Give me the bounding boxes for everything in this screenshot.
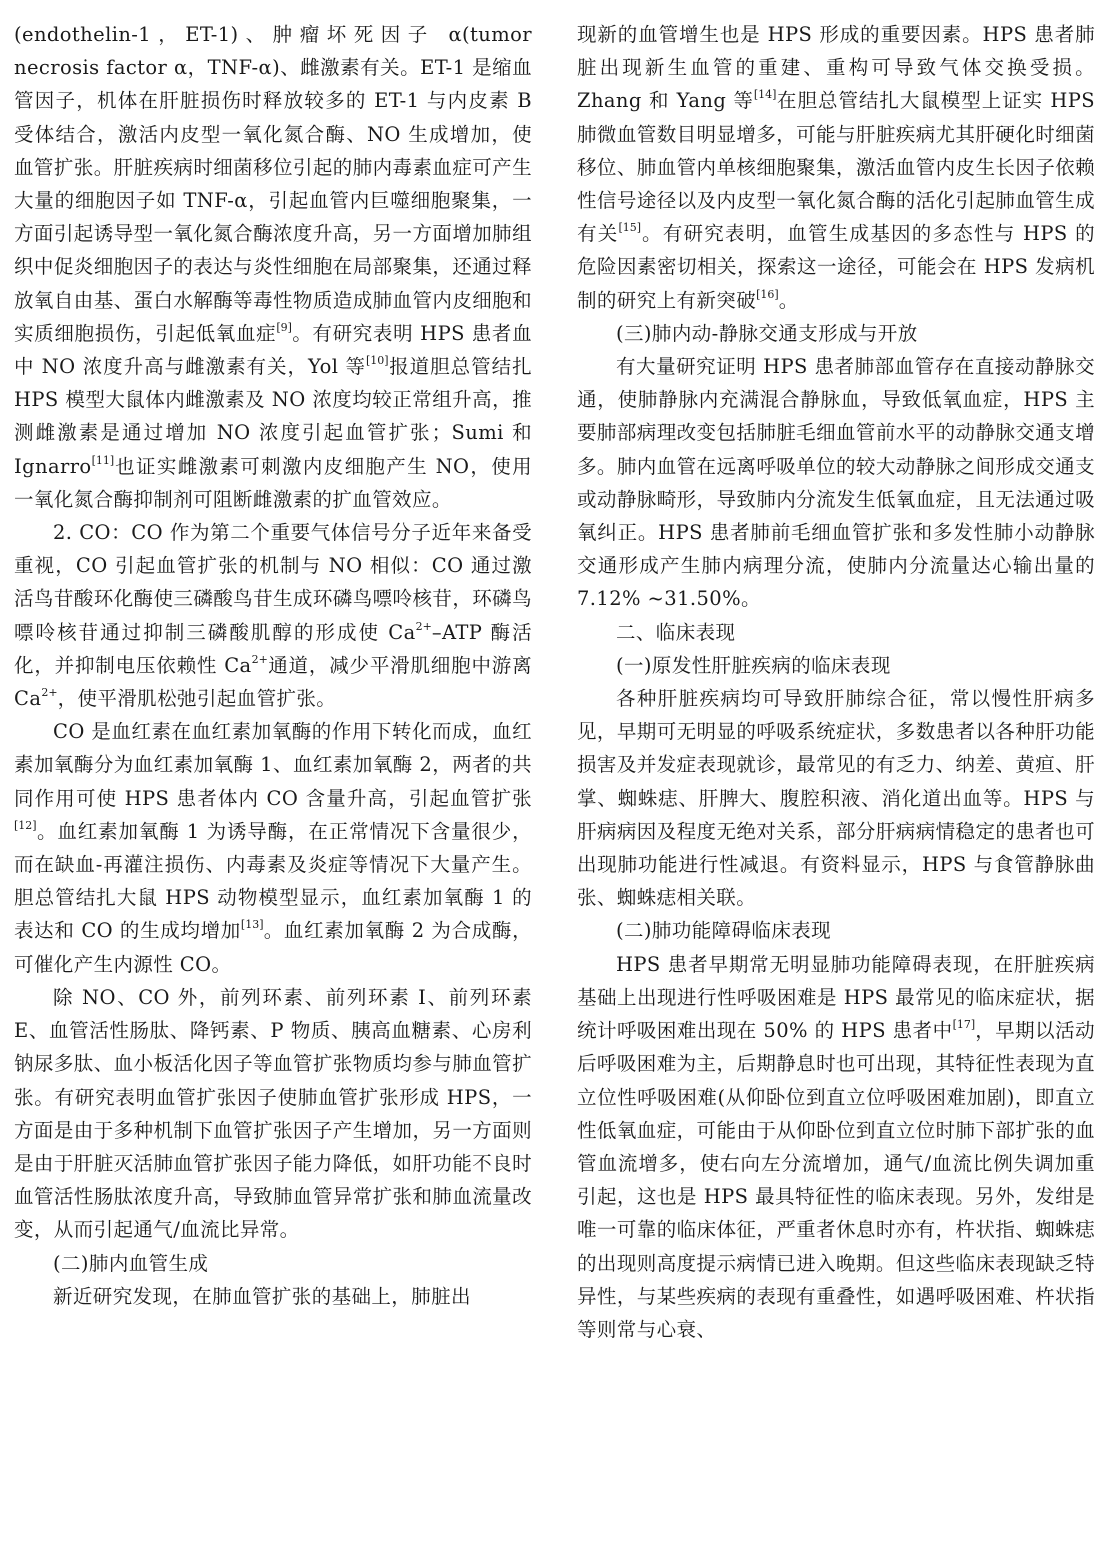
citation-ref[interactable]: [13] — [240, 918, 264, 932]
paragraph-vasodilator-factors: (endothelin-1，ET-1)、肿瘤坏死因子 α(tumor necrosis factor α，TNF-α)、雌激素有关。ET-1 是缩血管因子，机体在肝脏损伤时释放较多的 ET-1 与内皮素 B 受体结合，激活内皮型一氧化氮合酶、NO 生成增加，使血管扩张。肝脏疾病时细菌移位引起的肺内毒素血症可产生大量的细胞因子如 TNF-α，引起血管内巨噬细胞聚集，一方面引起诱导型一氧化氮合酶浓度升高，另一方面增加肺组织中促炎细胞因子的表达与炎性细胞在局部聚集，还通过释放氧自由基、蛋白水解酶等毒性物质造成肺血管内皮细胞和实质细胞损伤，引起低氧血症[9]。有研究表明 HPS 患者血中 NO 浓度升高与雌激素有关，Yol 等[10]报道胆总管结扎 HPS 模型大鼠体内雌激素及 NO 浓度均较正常组升高，推测雌激素是通过增加 NO 浓度引起血管扩张；Sumi 和 Ignarro[11]也证实雌激素可刺激内皮细胞产生 NO，使用一氧化氮合酶抑制剂可阻断雌激素的扩血管效应。 — [14, 23, 532, 511]
citation-ref[interactable]: [17] — [952, 1018, 976, 1032]
paragraph-angiogenesis: 新近研究发现，在肺血管扩张的基础上，肺脏出 — [53, 1284, 471, 1308]
superscript: 2+ — [251, 652, 268, 666]
citation-ref[interactable]: [16] — [756, 287, 779, 301]
section-heading: (一)原发性肝脏疾病的临床表现 — [616, 653, 891, 677]
paragraph-co-mechanism: 2. CO：CO 作为第二个重要气体信号分子近年来备受重视，CO 引起血管扩张的机制与 NO 相似：CO 通过激活鸟苷酸环化酶使三磷酸鸟苷生成环磷鸟嘌呤核苷，环磷鸟嘌呤核苷通过抑制三磷酸肌醇的形成使 $Ca^{2+}$–ATP 酶活化，并抑制电压依赖性 $Ca^{2+}$通道，减少平滑肌细胞中游离 $Ca^{2+}$，使平滑肌松弛引起血管扩张。 — [14, 521, 532, 711]
paragraph-heme-oxygenase: CO 是血红素在血红素加氧酶的作用下转化而成，血红素加氧酶分为血红素加氧酶 1、血红素加氧酶 2，两者的共同作用可使 HPS 患者体内 CO 含量升高，引起血管扩张[12]。血红素加氧酶 1 为诱导酶，在正常情况下含量很少，而在缺血-再灌注损伤、内毒素及炎症等情况下大量产生。胆总管结扎大鼠 HPS 动物模型显示，血红素加氧酶 1 的表达和 CO 的生成均增加[13]。血红素加氧酶 2 为合成酶，可催化产生内源性 CO。 — [14, 720, 532, 976]
left-column — [14, 18, 532, 1568]
section-heading: (二)肺内血管生成 — [53, 1251, 209, 1275]
paragraph-other-vasodilators: 除 NO、CO 外，前列环素、前列环素 I、前列环素 E、血管活性肠肽、降钙素、P 物质、胰高血糖素、心房利钠尿多肽、血小板活化因子等血管扩张物质均参与肺血管扩张。有研究表明血管扩张因子使肺血管扩张形成 HPS，一方面是由于多种机制下血管扩张因子产生增加，另一方面则是由于肝脏灭活肺血管扩张因子能力降低，如肝功能不良时血管活性肠肽浓度升高，导致肺血管异常扩张和肺血流量改变，从而引起通气/血流比异常。 — [14, 985, 532, 1242]
superscript: 2+ — [41, 686, 58, 700]
paragraph-angiogenesis-cont: 现新的血管增生也是 HPS 形成的重要因素。HPS 患者肺脏出现新生血管的重建、重构可导致气体交换受损。Zhang 和 Yang 等[14]在胆总管结扎大鼠模型上证实 HPS 肺微血管数目明显增多，可能与肝脏疾病尤其肝硬化时细菌移位、肺血管内单核细胞聚集，激活血管内皮生长因子依赖性信号途径以及内皮型一氧化氮合酶的活化引起肺血管生成有关[15]。有研究表明，血管生成基因的多态性与 HPS 的危险因素密切相关，探索这一途径，可能会在 HPS 发病机制的研究上有新突破[16]。 — [577, 23, 1095, 312]
paragraph-liver-disease: 各种肝脏疾病均可导致肝肺综合征，常以慢性肝病多见，早期可无明显的呼吸系统症状，多数患者以各种肝功能损害及并发症表现就诊，最常见的有乏力、纳差、黄疸、肝掌、蜘蛛痣、肝脾大、腹腔积液、消化道出血等。HPS 与肝病病因及程度无绝对关系，部分肝病病情稳定的患者也可出现肺功能进行性减退。有资料显示，HPS 与食管静脉曲张、蜘蛛痣相关联。 — [577, 687, 1095, 910]
section-heading: (三)肺内动-静脉交通支形成与开放 — [616, 321, 918, 345]
paragraph-av-shunts: 有大量研究证明 HPS 患者肺部血管存在直接动静脉交通，使肺静脉内充满混合静脉血，导致低氧血症，HPS 主要肺部病理改变包括肺脏毛细血管前水平的动静脉交通支增多。肺内血管在远离呼吸单位的较大动静脉之间形成交通支或动静脉畸形，导致肺内分流发生低氧血症，且无法通过吸氧纠正。HPS 患者肺前毛细血管扩张和多发性肺小动静脉交通形成产生肺内病理分流，使肺内分流量达心输出量的 7.12% ~31.50%。 — [577, 355, 1095, 611]
right-column — [577, 18, 1095, 1568]
superscript: 2+ — [415, 619, 432, 633]
section-heading: (二)肺功能障碍临床表现 — [616, 919, 832, 943]
citation-ref[interactable]: [10] — [366, 354, 389, 368]
citation-ref[interactable]: [15] — [618, 221, 642, 235]
citation-ref[interactable]: [14] — [753, 88, 777, 102]
section-heading: 二、临床表现 — [616, 620, 736, 644]
paragraph-lung-dysfunction: HPS 患者早期常无明显肺功能障碍表现，在肝脏疾病基础上出现进行性呼吸困难是 HPS 最常见的临床症状，据统计呼吸困难出现在 50% 的 HPS 患者中[17]，早期以活动后呼吸困难为主，后期静息时也可出现，其特征性表现为直立位性呼吸困难(从仰卧位到直立位呼吸困难加剧)，即直立性低氧血症，可能由于从仰卧位到直立位时肺下部扩张的血管血流增多，使右向左分流增加，通气/血流比例失调加重引起，这也是 HPS 最具特征性的临床表现。另外，发绀是唯一可靠的临床体征，严重者休息时亦有，杵状指、蜘蛛痣的出现则高度提示病情已进入晚期。但这些临床表现缺乏特异性，与某些疾病的表现有重叠性，如遇呼吸困难、杵状指等则常与心衰、 — [577, 952, 1095, 1341]
citation-ref[interactable]: [12] — [14, 818, 37, 832]
citation-ref[interactable]: [9] — [276, 320, 292, 334]
citation-ref[interactable]: [11] — [91, 453, 115, 467]
